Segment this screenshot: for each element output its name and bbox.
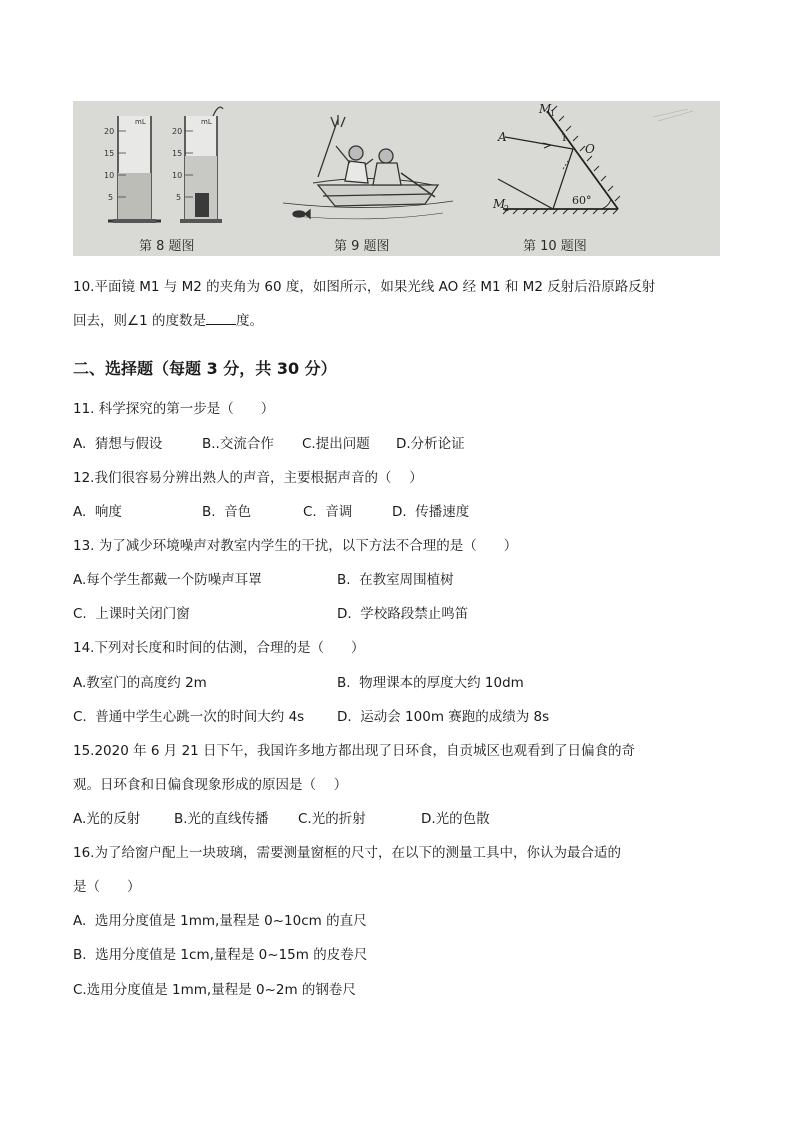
answer-blank	[206, 312, 236, 325]
scale-label-10: 10	[104, 171, 115, 180]
question-13-stem: 13. 为了减少环境噪声对教室内学生的干扰，以下方法不合理的是（ ）	[73, 538, 518, 554]
question-13-option-b: B. 在教室周围植树	[337, 572, 454, 588]
question-12-option-c: C. 音调	[303, 504, 353, 520]
question-14-option-b: B. 物理课本的厚度大约 10dm	[337, 675, 524, 691]
question-14-option-c: C. 普通中学生心跳一次的时间大约 4s	[73, 709, 305, 725]
question-10-line-2	[73, 311, 263, 331]
scale-label-15: 15	[104, 149, 115, 158]
mirror-labels	[492, 102, 595, 213]
scale-label-10: 10	[172, 171, 183, 180]
question-14-option-a: A.教室门的高度约 2m	[73, 675, 207, 691]
question-15-stem-line-2: 观。日环食和日偏食现象形成的原因是（ ）	[73, 777, 348, 793]
question-15-stem-line-1: 15.2020 年 6 月 21 日下午，我国许多地方都出现了日环食，自贡城区也观看到了日偏食的奇	[73, 743, 636, 759]
question-14-option-d: D. 运动会 100m 赛跑的成绩为 8s	[337, 709, 550, 725]
figure-caption-9: 第 9 题图	[334, 239, 390, 254]
scale-label-20: 20	[172, 127, 183, 136]
label-m2-sub: 2	[504, 204, 510, 213]
label-m1-sub: 1	[550, 109, 556, 118]
scale-label-20: 20	[104, 127, 115, 136]
question-11-option-a: A. 猜想与假设	[73, 436, 163, 452]
question-16-option-a: A. 选用分度值是 1mm,量程是 0~10cm 的直尺	[73, 913, 367, 929]
question-10-text: 回去，则∠1 的度数是	[73, 313, 206, 329]
question-16-option-b: B. 选用分度值是 1cm,量程是 0~15m 的皮卷尺	[73, 947, 368, 963]
label-a: A	[498, 130, 507, 144]
scale-label-15: 15	[172, 149, 183, 158]
question-16-stem-line-2: 是（ ）	[73, 879, 141, 895]
question-15-option-a: A.光的反射	[73, 811, 141, 827]
scale-label-5: 5	[108, 193, 114, 202]
question-13-option-a: A.每个学生都戴一个防噪声耳罩	[73, 572, 262, 588]
label-angle-1: 1	[561, 133, 568, 144]
unit-label: mL	[135, 118, 146, 126]
graduated-cylinder-left	[104, 116, 161, 223]
question-11-option-b: B..交流合作	[202, 436, 274, 452]
question-12-option-b: B. 音色	[202, 504, 252, 520]
question-12-option-d: D. 传播速度	[392, 504, 470, 520]
section-heading: 二、选择题（每题 3 分，共 30 分）	[73, 359, 337, 378]
question-11-stem: 11. 科学探究的第一步是（ ）	[73, 401, 275, 417]
question-16-option-c: C.选用分度值是 1mm,量程是 0~2m 的钢卷尺	[73, 982, 356, 998]
label-m2: M	[493, 197, 506, 211]
graduated-cylinder-right	[172, 107, 223, 223]
question-15-option-c: C.光的折射	[298, 811, 366, 827]
question-12-stem: 12.我们很容易分辨出熟人的声音，主要根据声音的（ ）	[73, 470, 423, 486]
question-11-option-d: D.分析论证	[396, 436, 465, 452]
figure-caption-10: 第 10 题图	[523, 239, 587, 254]
question-11-option-c: C.提出问题	[302, 436, 370, 452]
unit-label: mL	[201, 118, 212, 126]
mirror-diagram	[498, 106, 693, 214]
question-10-line-1: 10.平面镜 M1 与 M2 的夹角为 60 度，如图所示，如果光线 AO 经 M1 和 M2 反射后沿原路反射	[73, 279, 656, 295]
question-15-option-d: D.光的色散	[421, 811, 490, 827]
figure-caption-8: 第 8 题图	[139, 239, 195, 254]
question-10-suffix: 度。	[235, 313, 263, 329]
question-16-stem-line-1: 16.为了给窗户配上一块玻璃，需要测量窗框的尺寸，在以下的测量工具中，你认为最合适的	[73, 845, 621, 861]
figures-illustration	[73, 101, 720, 256]
question-12-option-a: A. 响度	[73, 504, 122, 520]
figure-strip	[73, 101, 720, 256]
label-o: O	[585, 142, 595, 156]
scale-label-5: 5	[176, 193, 182, 202]
question-15-option-b: B.光的直线传播	[174, 811, 269, 827]
question-14-stem: 14.下列对长度和时间的估测，合理的是（ ）	[73, 640, 365, 656]
fishing-boat-illustration	[283, 115, 453, 219]
question-13-option-d: D. 学校路段禁止鸣笛	[337, 606, 469, 622]
question-13-option-c: C. 上课时关闭门窗	[73, 606, 190, 622]
label-m1: M	[539, 102, 552, 116]
label-angle-60: 60°	[572, 194, 592, 207]
